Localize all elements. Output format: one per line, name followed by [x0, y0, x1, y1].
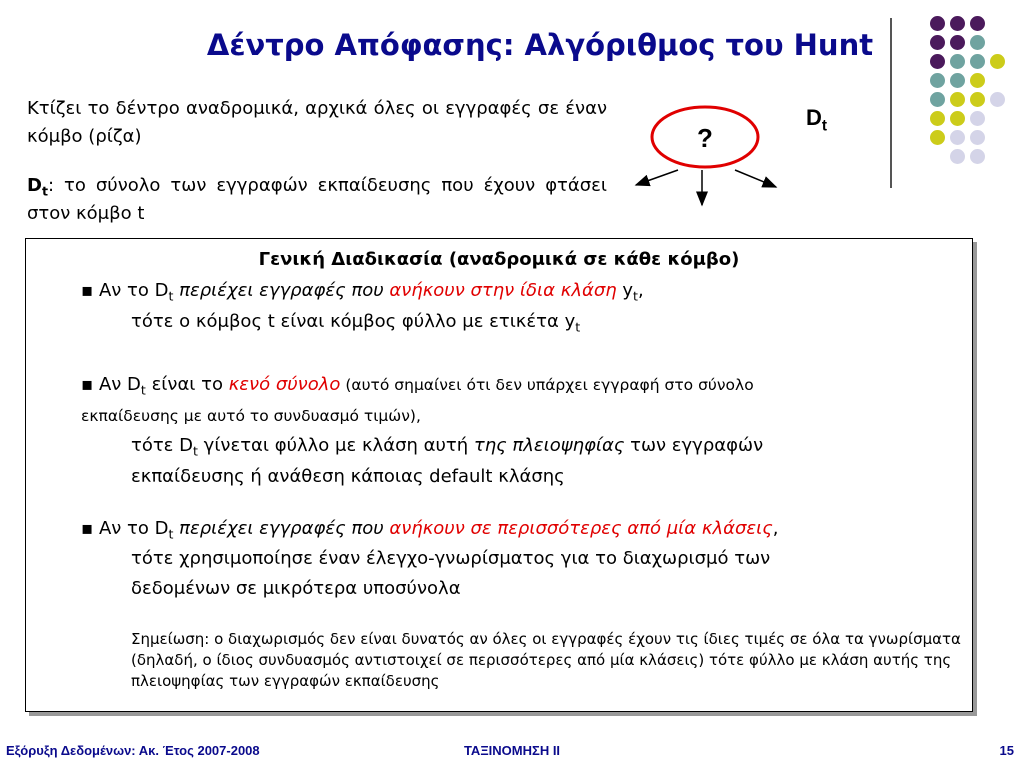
decor-dot: [970, 54, 985, 69]
text: Αν το D: [98, 280, 169, 301]
text: τότε ο κόμβος t είναι κόμβος φύλλο με ετικέτα y: [131, 311, 576, 332]
intro-paragraph-2: [27, 172, 607, 228]
decor-dot: [930, 111, 945, 126]
dt-symbol: D: [27, 175, 42, 196]
highlight-text: ανήκουν στην ίδια κλάση: [389, 280, 617, 301]
bullet-2-line-4: εκπαίδευσης ή ανάθεση κάποιας default κλάσης: [131, 466, 565, 487]
decor-dot: [970, 16, 985, 31]
decor-dot: [950, 130, 965, 145]
decor-dot: [990, 92, 1005, 107]
subscript: t: [633, 288, 638, 304]
decor-dot: [930, 16, 945, 31]
footer-course: Εξόρυξη Δεδομένων: Ακ. Έτος 2007-2008: [6, 743, 260, 758]
decor-dot: [950, 73, 965, 88]
node-question-mark: ?: [697, 123, 713, 153]
decor-dot: [990, 54, 1005, 69]
decor-dot: [970, 130, 985, 145]
text: περιέχει εγγραφές που: [173, 280, 390, 301]
bullet-1-line-2: [131, 310, 580, 334]
highlight-text: κενό σύνολο: [228, 374, 341, 395]
dt-main: D: [806, 105, 822, 130]
bullet-3-line-1: [81, 517, 779, 541]
text: περιέχει εγγραφές που: [173, 518, 390, 539]
decor-dot: [950, 35, 965, 50]
intro-text: : το σύνολο των εγγραφών εκπαίδευσης που έχουν φτάσει στον κόμβο t: [27, 175, 607, 224]
subscript: t: [193, 443, 198, 459]
bullet-1-line-1: [81, 279, 644, 303]
dt-label: [806, 105, 828, 135]
decor-dot: [930, 92, 945, 107]
decor-dot: [930, 35, 945, 50]
text: είναι το: [145, 374, 229, 395]
decor-dot: [950, 92, 965, 107]
dt-sub: t: [821, 117, 828, 135]
decor-dot-grid: [930, 16, 1010, 166]
decor-dot: [970, 73, 985, 88]
text: (αυτό σημαίνει ότι δεν υπάρχει εγγραφή στο σύνολο: [340, 376, 754, 394]
decor-vertical-line: [890, 18, 892, 188]
decor-dot: [930, 73, 945, 88]
text: Αν D: [98, 374, 141, 395]
intro-text: Κτίζει το δέντρο αναδρομικά, αρχικά όλες οι εγγραφές σε έναν κόμβο (ρίζα): [27, 98, 607, 147]
text: γίνεται φύλλο με κλάση αυτή: [197, 435, 474, 456]
decor-dot: [950, 54, 965, 69]
decor-dot: [950, 111, 965, 126]
text: y: [616, 280, 634, 301]
procedure-title: Γενική Διαδικασία (αναδρομικά σε κάθε κόμβο): [258, 249, 740, 270]
footer-topic: ΤΑΞΙΝΟΜΗΣΗ ΙΙ: [463, 743, 561, 758]
text: τότε D: [131, 435, 193, 456]
text: Αν το D: [98, 518, 169, 539]
decor-dot: [930, 54, 945, 69]
bullet-icon: ▪: [81, 374, 94, 395]
decor-dot: [950, 149, 965, 164]
bullet-3-line-3: δεδομένων σε μικρότερα υποσύνολα: [131, 578, 461, 599]
branch-arrow-left: [636, 170, 678, 185]
procedure-box: [25, 238, 973, 712]
text: της πλειοψηφίας: [473, 435, 625, 456]
bullet-2-line-2: εκπαίδευσης με αυτό το συνδυασμό τιμών),: [81, 407, 421, 425]
subscript: t: [168, 288, 174, 304]
decor-dot: [970, 149, 985, 164]
text: ,: [772, 518, 779, 539]
footer-page-number: 15: [999, 743, 1014, 758]
bullet-icon: ▪: [81, 280, 94, 301]
decor-dot: [970, 35, 985, 50]
subscript: t: [140, 382, 146, 398]
dt-subscript: t: [41, 183, 48, 199]
subscript: t: [575, 319, 581, 335]
slide-title: Δέντρο Απόφασης: Αλγόριθμος του Hunt: [206, 28, 874, 62]
intro-paragraph-1: [27, 95, 607, 151]
decor-dot: [950, 16, 965, 31]
text: ,: [637, 280, 644, 301]
decor-dot: [930, 130, 945, 145]
bullet-icon: ▪: [81, 518, 94, 539]
text: των εγγραφών: [624, 435, 764, 456]
subscript: t: [168, 526, 174, 542]
decor-dot: [970, 92, 985, 107]
bullet-2-line-1: [81, 373, 961, 397]
decor-dot: [970, 111, 985, 126]
highlight-text: ανήκουν σε περισσότερες από μία κλάσεις: [389, 518, 773, 539]
bullet-2-line-3: [131, 434, 961, 458]
branch-arrow-right: [735, 170, 776, 187]
bullet-3-line-2: τότε χρησιμοποίησε έναν έλεγχο-γνωρίσματος για το διαχωρισμό των: [131, 548, 771, 569]
note-text: Σημείωση: ο διαχωρισμός δεν είναι δυνατός αν όλες οι εγγραφές έχουν τις ίδιες τιμές σε όλα τα γνωρίσματα (δηλαδή, ο ίδιος συνδυασμός αντιστοιχεί σε περισσότερες από μία κλάσεις) τότε φύλλο με κλάση αυτής της πλειοψηφίας των εγγραφών εκπαίδευσης: [131, 630, 961, 690]
